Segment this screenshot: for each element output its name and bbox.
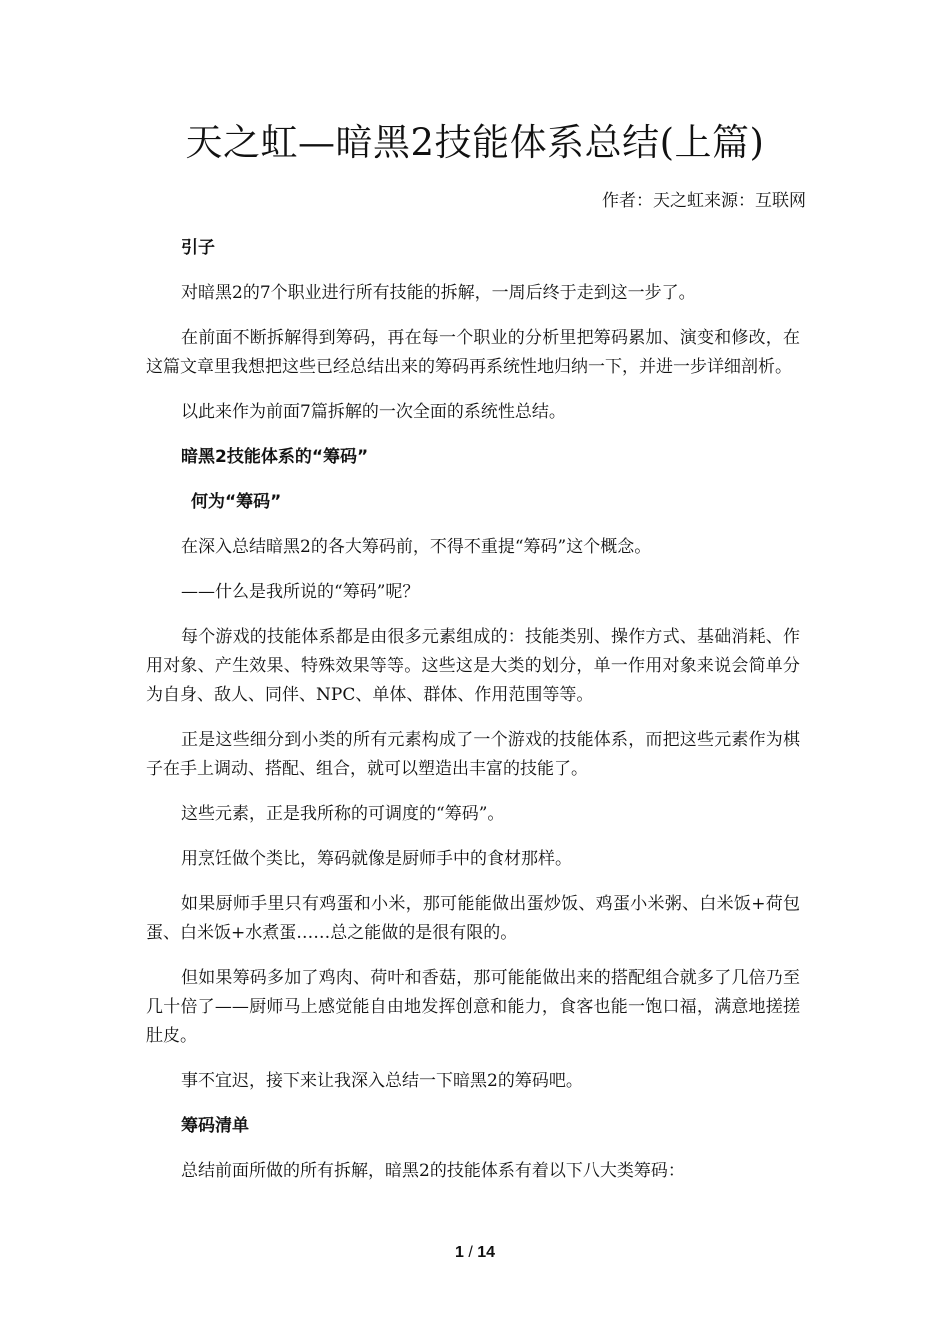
author-source-line: 作者：天之虹来源：互联网 [602,191,806,211]
paragraph: 用烹饪做个类比，筹码就像是厨师手中的食材那样。 [181,849,572,869]
paragraph: 但如果筹码多加了鸡肉、荷叶和香菇，那可能能做出来的搭配组合就多了几倍乃至几十倍了——厨师马上感觉能自由地发挥创意和能力，食客也能一饱口福，满意地搓搓肚皮。 [146,968,800,1046]
paragraph: 总结前面所做的所有拆解，暗黑2的技能体系有着以下八大类筹码： [181,1161,685,1181]
document-title: 天之虹—暗黑2技能体系总结(上篇) [185,121,765,164]
subsection-heading-what-is-chip: 何为“筹码” [191,492,282,512]
page-separator: / [463,1244,478,1261]
document-body [146,234,800,1202]
page-number: 1 [454,1244,464,1261]
paragraph: 在深入总结暗黑2的各大筹码前，不得不重提“筹码”这个概念。 [181,537,652,557]
paragraph: 这些元素，正是我所称的可调度的“筹码”。 [181,804,505,824]
paragraph: 对暗黑2的7个职业进行所有技能的拆解，一周后终于走到这一步了。 [181,283,696,303]
paragraph: 以此来作为前面7篇拆解的一次全面的系统性总结。 [181,402,566,422]
paragraph: ——什么是我所说的“筹码”呢？ [181,582,420,602]
paragraph: 如果厨师手里只有鸡蛋和小米，那可能能做出蛋炒饭、鸡蛋小米粥、白米饭+荷包蛋、白米饭+水煮蛋……总之能做的是很有限的。 [146,894,800,943]
paragraph: 正是这些细分到小类的所有元素构成了一个游戏的技能体系，而把这些元素作为棋子在手上调动、搭配、组合，就可以塑造出丰富的技能了。 [146,730,800,779]
paragraph: 事不宜迟，接下来让我深入总结一下暗黑2的筹码吧。 [181,1071,583,1091]
section-heading-intro: 引子 [181,238,215,258]
paragraph: 每个游戏的技能体系都是由很多元素组成的：技能类别、操作方式、基础消耗、作用对象、产生效果、特殊效果等等。这些这是大类的划分，单一作用对象来说会简单分为自身、敌人、同伴、NPC、单体、群体、作用范围等等。 [146,627,800,705]
section-heading-chips: 暗黑2技能体系的“筹码” [181,447,369,467]
section-heading-chip-list: 筹码清单 [181,1116,249,1136]
paragraph: 在前面不断拆解得到筹码，再在每一个职业的分析里把筹码累加、演变和修改，在这篇文章里我想把这些已经总结出来的筹码再系统性地归纳一下，并进一步详细剖析。 [146,328,800,377]
page-total: 14 [477,1244,496,1261]
page-number-footer [0,1244,950,1262]
